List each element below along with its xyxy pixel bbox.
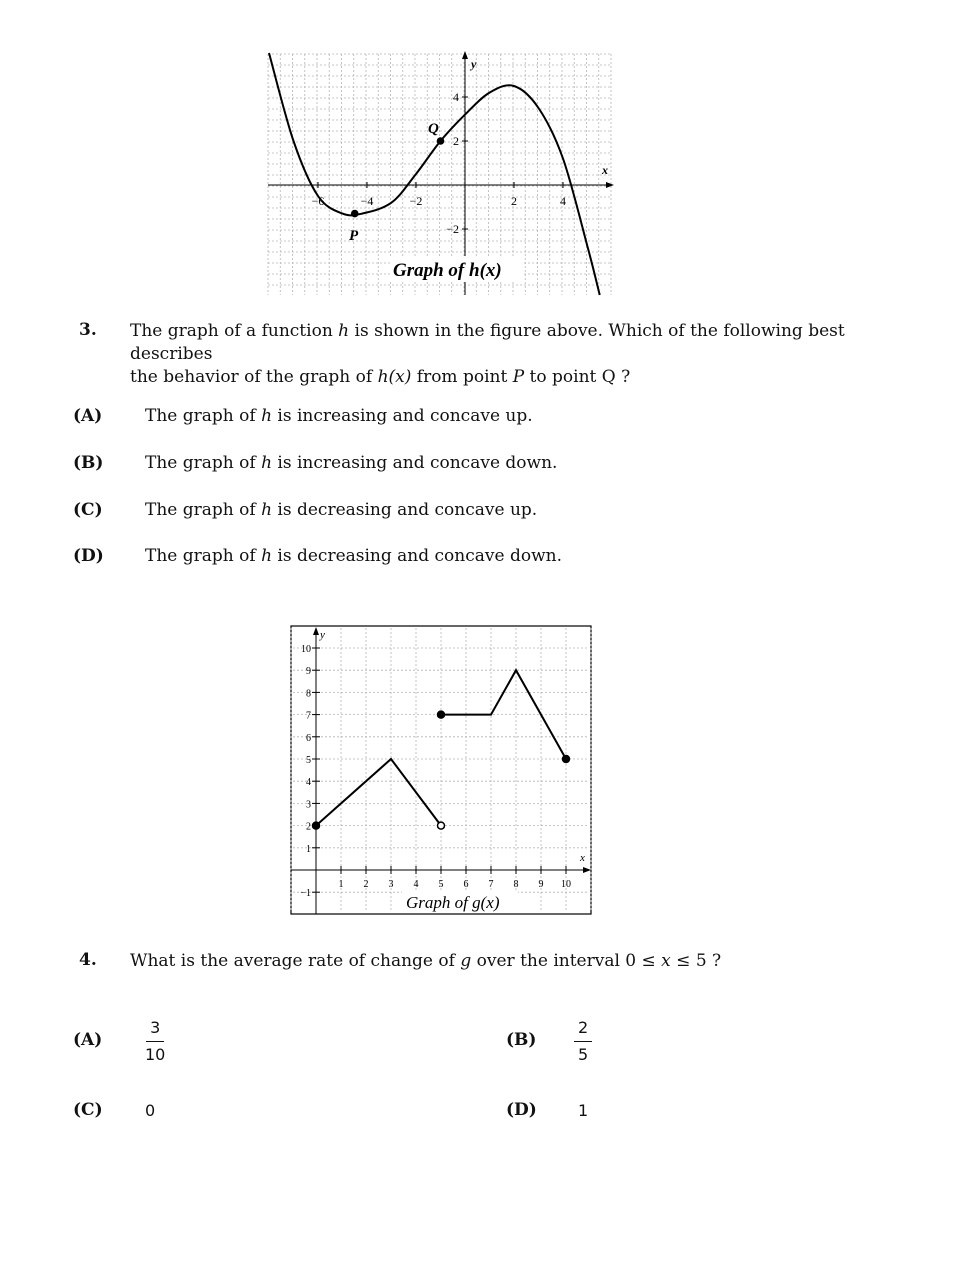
- g-x-tick-label: 10: [561, 879, 571, 890]
- g-closed-endpoint: [438, 711, 445, 718]
- q3-choice-d-text[interactable]: The graph of h is decreasing and concave down.: [145, 546, 562, 566]
- g-y-tick-label: 9: [306, 666, 311, 678]
- q4-choice-b-value[interactable]: $\frac{2}{5}$: [574, 1018, 592, 1064]
- h-x-tick-label: −2: [409, 194, 423, 208]
- g-x-tick-label: 4: [413, 879, 419, 890]
- q3-choice-a-text[interactable]: The graph of h is increasing and concave up.: [145, 406, 533, 426]
- question-4-number: 4.: [79, 950, 97, 970]
- q3-choice-c-text[interactable]: The graph of h is decreasing and concave up.: [145, 500, 538, 520]
- h-y-tick-label: 4: [453, 90, 459, 104]
- question-3-number: 3.: [79, 320, 97, 340]
- q3-choice-b-text[interactable]: The graph of h is increasing and concave down.: [145, 453, 558, 473]
- g-x-tick-label: 9: [538, 879, 544, 890]
- g-open-endpoint: [438, 822, 445, 829]
- q3-choice-a-label[interactable]: (A): [73, 406, 103, 426]
- q4-choice-c-value[interactable]: 0: [145, 1101, 156, 1120]
- point-q-marker: [437, 137, 445, 145]
- g-x-tick-label: 2: [363, 879, 369, 890]
- g-y-tick-label: 2: [306, 821, 311, 833]
- question-3-stem: The graph of a function h is shown in the figure above. Which of the following best describes the behavior of the graph of h(x) from point P to point Q ?: [130, 321, 845, 387]
- point-p-label: P: [349, 228, 359, 244]
- q4-choice-a-label[interactable]: (A): [73, 1030, 103, 1050]
- g-x-tick-label: 6: [463, 879, 469, 890]
- g-y-tick-label: 7: [306, 710, 311, 722]
- g-x-tick-label: 3: [388, 879, 394, 890]
- h-x-tick-label: −4: [360, 194, 374, 208]
- g-y-tick-label: 6: [306, 732, 311, 744]
- g-y-tick-label: 1: [306, 843, 311, 855]
- g-y-tick-label: 8: [306, 688, 311, 700]
- g-y-tick-label: 3: [306, 799, 311, 811]
- q4-choice-a-value[interactable]: $\frac{3}{10}$: [145, 1018, 166, 1064]
- g-y-tick-label: −1: [300, 888, 311, 900]
- h-x-tick-label: 4: [560, 194, 566, 208]
- g-x-tick-label: 8: [513, 879, 519, 890]
- g-x-tick-label: 1: [338, 879, 344, 890]
- q4-choice-d-label[interactable]: (D): [506, 1100, 537, 1120]
- h-x-tick-label: 2: [511, 194, 517, 208]
- g-closed-endpoint: [563, 756, 570, 763]
- g-y-tick-label: 10: [301, 644, 311, 655]
- h-y-axis-label: y: [471, 57, 477, 71]
- graph-h-caption: Graph of h(x): [393, 260, 502, 281]
- q4-choice-b-label[interactable]: (B): [506, 1030, 537, 1050]
- graph-g: [288, 622, 594, 918]
- question-4-stem: What is the average rate of change of g over the interval 0 ≤ x ≤ 5 ?: [130, 951, 722, 971]
- g-y-tick-label: 5: [306, 755, 311, 766]
- g-x-tick-label: 7: [488, 879, 494, 890]
- q3-choice-c-label[interactable]: (C): [73, 500, 103, 520]
- q4-choice-c-label[interactable]: (C): [73, 1100, 103, 1120]
- q3-choice-d-label[interactable]: (D): [73, 546, 104, 566]
- h-y-tick-label: 2: [453, 134, 459, 148]
- g-y-axis-label: y: [320, 629, 325, 641]
- q3-choice-b-label[interactable]: (B): [73, 453, 104, 473]
- g-x-tick-label: 5: [438, 879, 444, 890]
- graph-g-caption: Graph of g(x): [406, 893, 500, 912]
- graph-h: [262, 48, 622, 298]
- point-p-marker: [351, 210, 359, 218]
- q4-choice-d-value[interactable]: 1: [578, 1101, 589, 1120]
- g-closed-endpoint: [313, 822, 320, 829]
- point-q-label: Q: [428, 121, 439, 137]
- h-ticks: [312, 90, 566, 236]
- h-x-axis-label: x: [602, 163, 608, 177]
- h-x-tick-label: −6: [311, 194, 325, 208]
- g-x-axis-label: x: [580, 852, 585, 864]
- g-y-tick-label: 4: [306, 777, 311, 789]
- h-y-tick-label: −2: [446, 222, 459, 236]
